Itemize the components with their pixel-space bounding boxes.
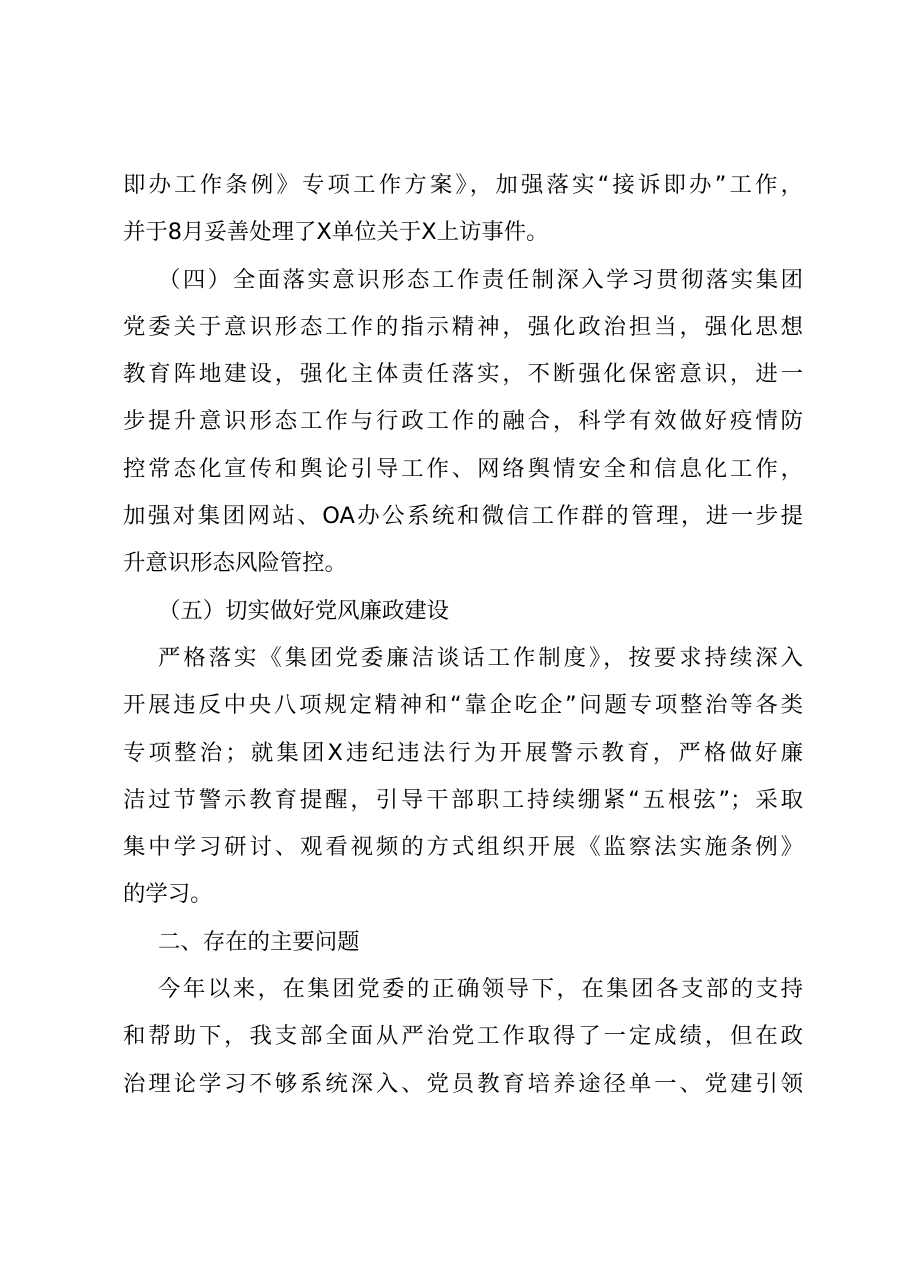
text-line: 严格落实《集团党委廉洁谈话工作制度》，按要求持续深入	[158, 644, 803, 671]
section-heading-4: （四）全面落实意识形态工作责任制深入学习贯彻落实集团	[158, 266, 803, 293]
text-line: 集中学习研讨、观看视频的方式组织开展《监察法实施条例》	[123, 834, 803, 861]
text-line: 治理论学习不够系统深入、党员教育培养途径单一、党建引领	[123, 1070, 803, 1097]
section-heading-5: （五）切实做好党风廉政建设	[158, 597, 450, 624]
text-line: 教育阵地建设，强化主体责任落实，不断强化保密意识，进一	[123, 361, 803, 388]
document-body	[123, 162, 803, 1108]
section-heading-2: 二、存在的主要问题	[158, 928, 360, 955]
text-line: 控常态化宣传和舆论引导工作、网络舆情安全和信息化工作，	[123, 455, 803, 482]
text-line: 和帮助下，我支部全面从严治党工作取得了一定成绩，但在政	[123, 1023, 803, 1050]
text-line: 专项整治；就集团X违纪违法行为开展警示教育，严格做好廉	[123, 739, 803, 766]
text-line: 升意识形态风险管控。	[123, 550, 347, 577]
text-line: 开展违反中央八项规定精神和“靠企吃企”问题专项整治等各类	[123, 692, 803, 719]
text-line: 并于8月妥善处理了X单位关于X上访事件。	[123, 219, 549, 246]
text-line: 加强对集团网站、OA办公系统和微信工作群的管理，进一步提	[123, 503, 803, 530]
text-line: 步提升意识形态工作与行政工作的融合，科学有效做好疫情防	[123, 408, 803, 435]
text-line: 党委关于意识形态工作的指示精神，强化政治担当，强化思想	[123, 313, 803, 340]
text-line: 的学习。	[123, 881, 213, 908]
text-line: 今年以来，在集团党委的正确领导下，在集团各支部的支持	[158, 976, 803, 1003]
text-line: 即办工作条例》专项工作方案》，加强落实“接诉即办”工作，	[123, 172, 803, 198]
text-line: 洁过节警示教育提醒，引导干部职工持续绷紧“五根弦”；采取	[123, 786, 803, 813]
